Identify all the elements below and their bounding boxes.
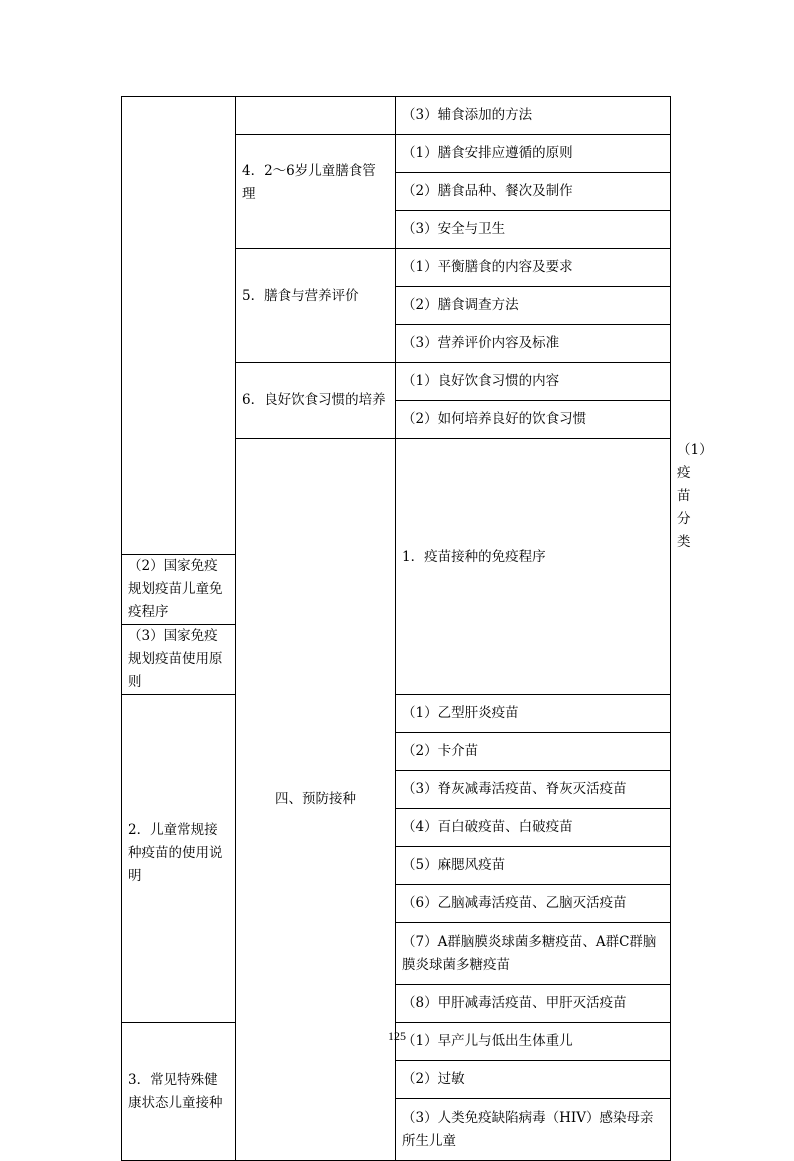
item-cell: （8）甲肝减毒活疫苗、甲肝灭活疫苗 xyxy=(396,985,671,1023)
topic-title: 1．疫苗接种的免疫程序 xyxy=(402,549,546,565)
table-row: 四、预防接种 1．疫苗接种的免疫程序 （1）疫苗分类 xyxy=(122,439,671,555)
item-cell: （2）膳食调查方法 xyxy=(396,287,671,325)
topic-cell xyxy=(236,135,396,249)
item-cell: （3）营养评价内容及标准 xyxy=(396,325,671,363)
section-cell: 四、预防接种 xyxy=(236,439,396,1161)
table-row xyxy=(122,695,671,733)
syllabus-table xyxy=(121,96,713,1161)
table-row xyxy=(122,97,671,135)
item-cell: （3）国家免疫规划疫苗使用原则 xyxy=(122,625,236,695)
topic-cell xyxy=(236,97,396,135)
item-cell: （1）乙型肝炎疫苗 xyxy=(396,695,671,733)
item-cell: （3）脊灰减毒活疫苗、脊灰灭活疫苗 xyxy=(396,771,671,809)
topic-title: 3．常见特殊健康状态儿童接种 xyxy=(128,1071,223,1111)
item-cell: （2）国家免疫规划疫苗儿童免疫程序 xyxy=(122,555,236,625)
page-number: 125 xyxy=(388,1029,406,1043)
item-cell: （5）麻腮风疫苗 xyxy=(396,847,671,885)
item-cell: （3）安全与卫生 xyxy=(396,211,671,249)
topic-title: 6．良好饮食习惯的培养 xyxy=(242,392,386,408)
item-cell: （1）平衡膳食的内容及要求 xyxy=(396,249,671,287)
item-cell: （1）膳食安排应遵循的原则 xyxy=(396,135,671,173)
item-cell: （2）膳食品种、餐次及制作 xyxy=(396,173,671,211)
item-cell: （1）良好饮食习惯的内容 xyxy=(396,363,671,401)
item-cell: （3）辅食添加的方法 xyxy=(396,97,671,135)
topic-title: 5．膳食与营养评价 xyxy=(242,288,359,304)
topic-cell xyxy=(236,249,396,363)
item-cell: （4）百白破疫苗、白破疫苗 xyxy=(396,809,671,847)
item-cell: （2）卡介苗 xyxy=(396,733,671,771)
topic-cell xyxy=(122,695,236,1023)
item-cell: （2）如何培养良好的饮食习惯 xyxy=(396,401,671,439)
section-cell xyxy=(122,97,236,555)
item-cell: （6）乙脑减毒活疫苗、乙脑灭活疫苗 xyxy=(396,885,671,923)
topic-title: 4．2～6岁儿童膳食管理 xyxy=(242,162,376,202)
topic-cell xyxy=(236,363,396,439)
item-cell: （3）人类免疫缺陷病毒（HIV）感染母亲所生儿童 xyxy=(396,1099,671,1161)
item-cell: （1）早产儿与低出生体重儿 xyxy=(396,1023,671,1061)
topic-cell xyxy=(396,439,671,695)
topic-title: 2．儿童常规接种疫苗的使用说明 xyxy=(128,822,223,884)
item-cell: （2）过敏 xyxy=(396,1061,671,1099)
item-cell: （7）A群脑膜炎球菌多糖疫苗、A群C群脑膜炎球菌多糖疫苗 xyxy=(396,923,671,985)
